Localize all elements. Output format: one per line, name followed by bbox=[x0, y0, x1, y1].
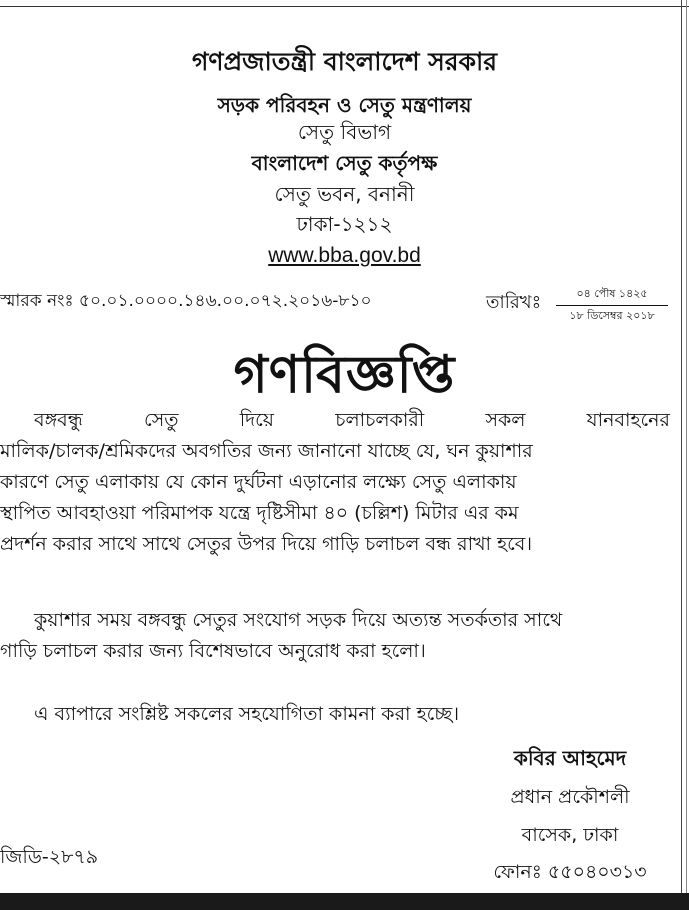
paragraph-1-line-2: মালিক/চালক/শ্রমিকদের অবগতির জন্য জানানো যাচ্ছে যে, ঘন কুয়াশার bbox=[0, 440, 533, 462]
date-label: তারিখঃ bbox=[486, 292, 542, 313]
word: যানবাহনের bbox=[586, 409, 670, 431]
paragraph-1-line-3: কারণে সেতু এলাকায় যে কোন দুর্ঘটনা এড়ানোর লক্ষ্যে সেতু এলাকায় bbox=[0, 471, 517, 493]
division-heading: সেতু বিভাগ bbox=[297, 120, 392, 144]
ministry-heading: সড়ক পরিবহন ও সেতু মন্ত্রণালয় bbox=[217, 93, 472, 117]
signatory-phone: ফোনঃ ৫৫০৪০৩১৩ bbox=[493, 861, 647, 883]
paragraph-2-line-2: গাড়ি চলাচল করার জন্য বিশেষভাবে অনুরোধ করা হলো। bbox=[0, 640, 426, 662]
word: সকল bbox=[485, 409, 526, 431]
word: সেতু bbox=[144, 409, 179, 431]
authority-heading: বাংলাদেশ সেতু কর্তৃপক্ষ bbox=[251, 151, 438, 175]
paragraph-3 bbox=[0, 699, 670, 730]
notice-title: গণবিজ্ঞপ্তি bbox=[233, 345, 456, 405]
date-gregorian: ১৮ ডিসেম্বর ২০১৮ bbox=[569, 309, 655, 322]
paragraph-2-line-1: কুয়াশার সময় বঙ্গবন্ধু সেতুর সংযোগ সড়ক দিয়ে অত্যন্ত সতর্কতার সাথে bbox=[34, 609, 563, 631]
city-address: ঢাকা-১২১২ bbox=[296, 212, 393, 236]
paragraph-2 bbox=[0, 605, 670, 667]
paragraph-3-text: এ ব্যাপারে সংশ্লিষ্ট সকলের সহযোগিতা কামনা করা হচ্ছে। bbox=[34, 703, 459, 725]
signatory-designation: প্রধান প্রকৌশলী bbox=[510, 786, 630, 808]
word: চলাচলকারী bbox=[335, 409, 425, 431]
gd-number: জিডি-২৮৭৯ bbox=[0, 846, 99, 868]
word: দিয়ে bbox=[239, 409, 274, 431]
website-line bbox=[0, 244, 689, 268]
signatory-office: বাসেক, ঢাকা bbox=[521, 824, 619, 846]
date-fraction bbox=[556, 285, 668, 326]
building-address: সেতু ভবন, বনানী bbox=[274, 182, 415, 206]
paragraph-1-line-4: স্থাপিত আবহাওয়া পরিমাপক যন্ত্রে দৃষ্টিসীমা ৪০ (চল্লিশ) মিটার এর কম bbox=[0, 502, 519, 524]
date-bangla: ০৪ পৌষ ১৪২৫ bbox=[556, 285, 668, 306]
top-rule bbox=[0, 6, 689, 7]
paragraph-1 bbox=[0, 405, 670, 595]
government-heading: গণপ্রজাতন্ত্রী বাংলাদেশ সরকার bbox=[192, 47, 497, 76]
bottom-bar bbox=[0, 893, 689, 910]
signatory-name: কবির আহমেদ bbox=[513, 746, 627, 770]
paragraph-1-line-5: প্রদর্শন করার সাথে সাথে সেতুর উপর দিয়ে গাড়ি চলাচল বন্ধ রাখা হবে। bbox=[0, 533, 533, 555]
memo-number: স্মারক নংঃ ৫০.০১.০০০০.১৪৬.০০.০৭২.২০১৬-৮১০ bbox=[0, 291, 372, 311]
word: বঙ্গবন্ধু bbox=[34, 409, 83, 431]
paragraph-1-line-1 bbox=[0, 405, 670, 436]
website-link[interactable]: www.bba.gov.bd bbox=[268, 244, 421, 267]
